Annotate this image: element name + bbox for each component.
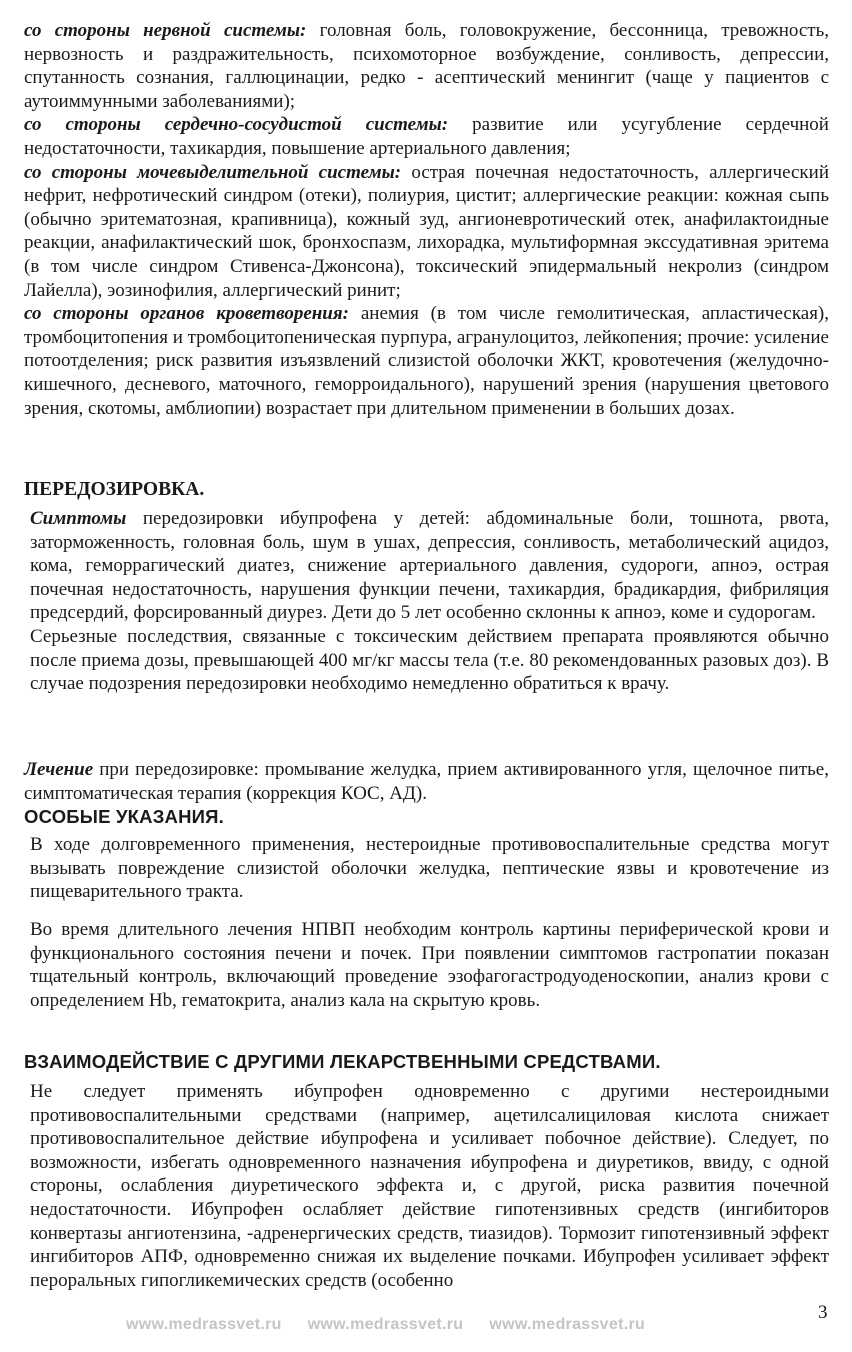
cardio-label: со стороны сердечно-сосудистой системы: (24, 114, 449, 136)
overdose-symptoms-paragraph (30, 507, 829, 625)
symptoms-label: Симптомы (30, 508, 127, 529)
cardio-paragraph (24, 113, 829, 160)
overdose-heading: ПЕРЕДОЗИРОВКА. (24, 479, 205, 500)
symptoms-text: передозировки ибупрофена у детей: абдоминальные боли, тошнота, рвота, заторможенность, головная боль, шум в ушах, депрессия, сонливость, метаболический ацидоз, кома, геморрагический диатез, снижение артериального давления, судороги, апноэ, острая почечная недостаточность, нарушения функции печени, тахикардия, брадикардия, фибриляция предсердий, форсированный диурез. Дети до 5 лет особенно склонны к апноэ, коме и судорогам. (30, 508, 829, 624)
footer-watermark (126, 1316, 746, 1334)
interactions-section (24, 1050, 829, 1074)
treatment-text: при передозировке: промывание желудка, прием активированного угля, щелочное питье, симптоматическая терапия (коррекция КОС, АД). (24, 759, 829, 804)
blood-paragraph (24, 302, 829, 420)
cardio-text: развитие или усугубление сердечной недостаточности, тахикардия, повышение артериального давления; (24, 114, 829, 159)
urinary-text: острая почечная недостаточность, аллергический нефрит, нефротический синдром (отеки), полиурия, цистит; аллергические реакции: кожная сыпь (обычно эритематозная, крапивница), кожный зуд, ангионевротический отек, анафилактоидные реакции, анафилактический шок, бронхоспазм, лихорадка, мультиформная экссудативная эритема (в том числе синдром Стивенса-Джонсона), токсический эпидермальный некролиз (синдром Лайелла), эозинофилия, аллергический ринит; (24, 161, 829, 301)
special-p1-block (24, 833, 829, 904)
footer-link[interactable]: www.medrassvet.ru (126, 1316, 282, 1333)
overdose-consequences-paragraph: Серьезные последствия, связанные с токсическим действием препарата проявляются обычно после приема дозы, превышающей 400 мг/кг массы тела (т.е. 80 рекомендованных разовых доз). В случае подозрения передозировки необходимо немедленно обратиться к врачу. (30, 625, 829, 695)
interactions-paragraph: Не следует применять ибупрофен одновременно с другими нестероидными противовоспалительными средствами (например, ацетилсалициловая кислота снижает противовоспалительное действие ибупрофена и усиливает побочное действие). Следует, по возможности, избегать одновременного назначения ибупрофена и диуретиков, ввиду, с одной стороны, ослабления диуретического эффекта и, с другой, риска развития почечной недостаточности. Ибупрофен ослабляет действие гипотензивных средств (ингибиторов конвертазы ангиотензина, -адренергических средств, тиазидов). Тормозит гипотензивный эффект ингибиторов АПФ, одновременно снижая их выделение почками. Ибупрофен усиливает эффект пероральных гипогликемических средств (особенно (30, 1081, 829, 1291)
urinary-paragraph (24, 161, 829, 303)
nervous-system-paragraph (24, 19, 829, 113)
blood-text: анемия (в том числе гемолитическая, апластическая), тромбоцитопения и тромбоцитопеническая пурпура, агранулоцитоз, лейкопения; прочие: усиление потоотделения; риск развития изъязвлений слизистой оболочки ЖКТ, кровотечения (желудочно-кишечного, десневого, маточного, геморроидального), нарушений зрения (нарушения цветового зрения, скотомы, амблиопии) возрастает при длительном применении в больших дозах. (24, 303, 830, 419)
overdose-section (24, 478, 829, 502)
nervous-system-label: со стороны нервной системы: (24, 20, 307, 41)
side-effects-section (24, 19, 829, 420)
interactions-heading: ВЗАИМОДЕЙСТВИЕ С ДРУГИМИ ЛЕКАРСТВЕННЫМИ СРЕДСТВАМИ. (24, 1051, 661, 1072)
footer-link[interactable]: www.medrassvet.ru (307, 1316, 464, 1333)
special-paragraph-1: В ходе долговременного применения, нестероидные противовоспалительные средства могут вызывать повреждение слизистой оболочки желудка, пептические язвы и кровотечение из пищеварительного тракта. (30, 834, 829, 903)
page-number: 3 (818, 1302, 828, 1323)
footer-link[interactable]: www.medrassvet.ru (489, 1316, 646, 1333)
special-paragraph-2: Во время длительного лечения НПВП необходим контроль картины периферической крови и функционального состояния печени и почек. При появлении симптомов гастропатии показан тщательный контроль, включающий проведение эзофагогастродуоденоскопии, анализ крови с определением Hb, гематокрита, анализ кала на скрытую кровь. (30, 919, 829, 1011)
special-p2-block (24, 918, 829, 1012)
treatment-paragraph (24, 758, 829, 805)
treatment-block (24, 758, 829, 805)
overdose-symptoms-block (24, 507, 829, 696)
treatment-label: Лечение (24, 759, 94, 780)
special-section (24, 805, 829, 829)
urinary-label: со стороны мочевыделительной системы: (24, 161, 402, 183)
special-heading: ОСОБЫЕ УКАЗАНИЯ. (24, 806, 224, 827)
interactions-block (24, 1080, 829, 1292)
blood-label: со стороны органов кроветворения: (24, 303, 349, 325)
nervous-system-text: головная боль, головокружение, бессонница, тревожность, нервозность и раздражительность, психомоторное возбуждение, сонливость, депрессии, спутанность сознания, галлюцинации, редко - асептический менингит (чаще у пациентов с аутоиммунными заболеваниями); (24, 20, 829, 112)
